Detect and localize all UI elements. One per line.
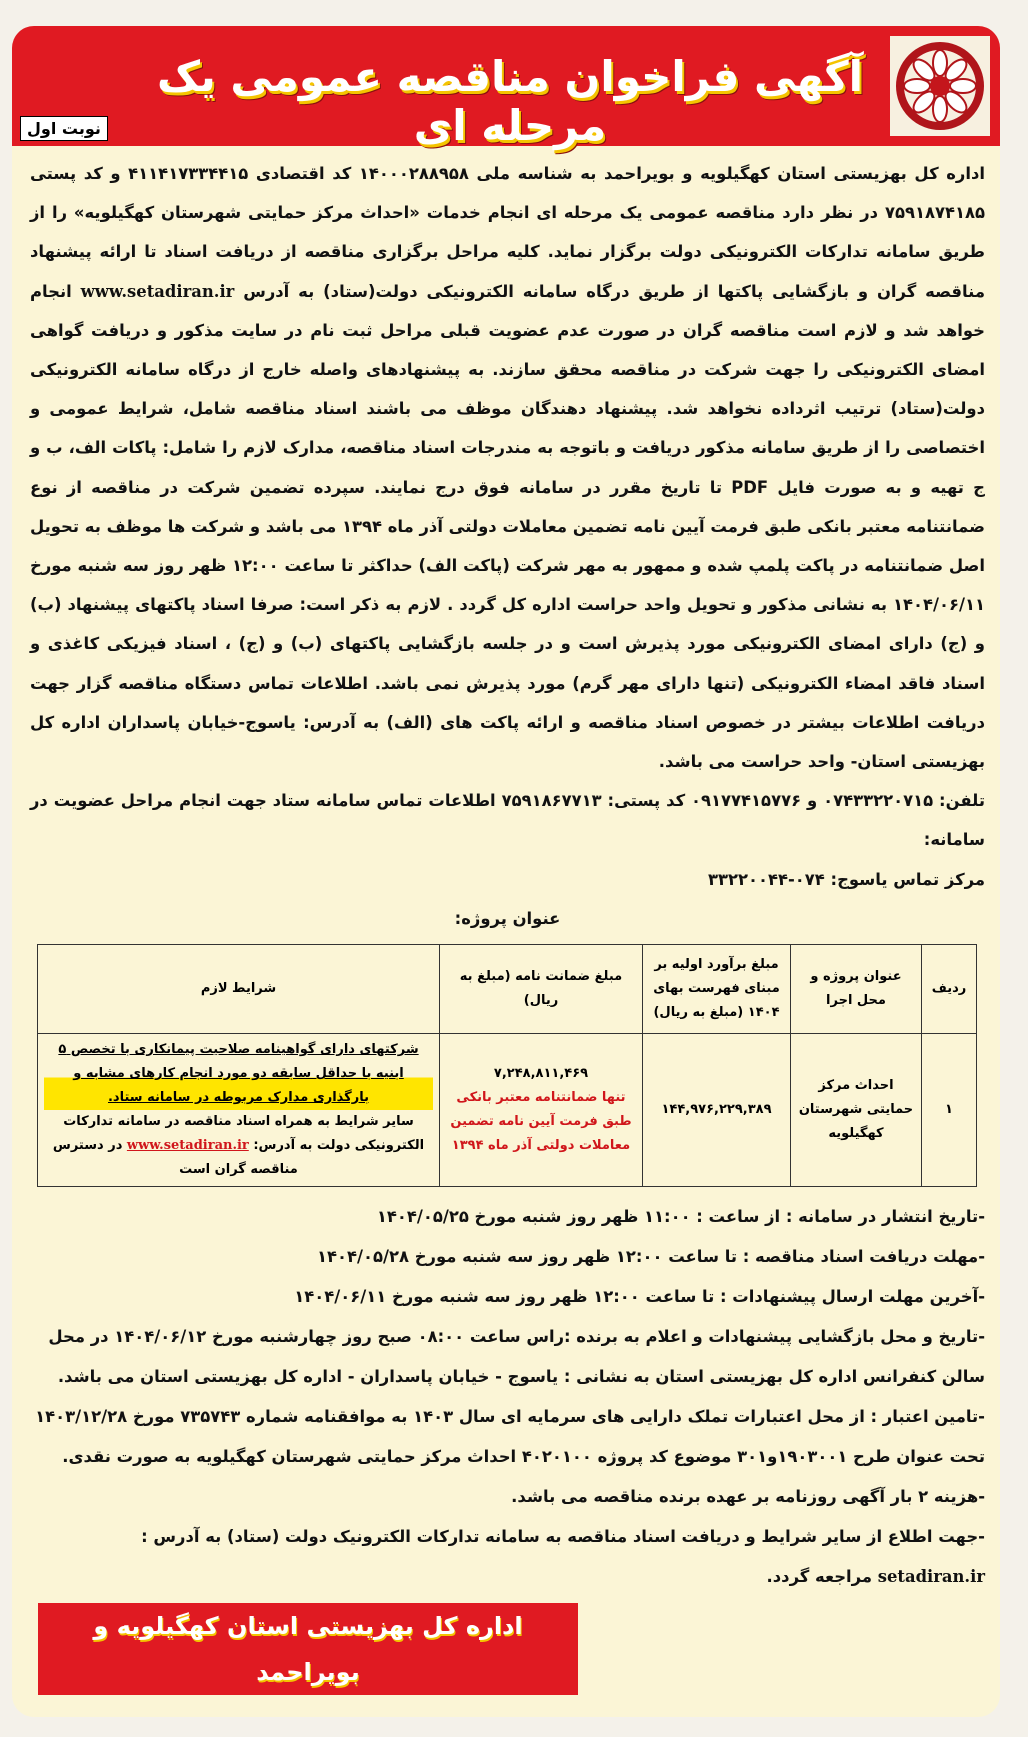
- footer-banner: اداره کل بهزیستی استان کهگیلویه و بویراحمد: [38, 1603, 578, 1695]
- ad-body: [30, 154, 985, 938]
- col-guarantee: مبلغ ضمانت نامه (مبلغ به ریال): [440, 945, 643, 1034]
- col-estimate: مبلغ برآورد اولیه بر مبنای فهرست بهای ۱۴۰۴ (مبلغ به ریال): [643, 945, 791, 1034]
- condition-other: [44, 1110, 433, 1182]
- project-title-label: عنوان پروژه:: [454, 908, 561, 928]
- ad-content: [12, 146, 1000, 1717]
- guarantee-note: تنها ضمانتنامه معتبر بانکی طبق فرمت آیین نامه تضمین معاملات دولتی آذر ماه ۱۳۹۴: [450, 1090, 632, 1154]
- welfare-logo-icon: [890, 36, 990, 136]
- list-item: -تاریخ انتشار در سامانه : از ساعت : ۱۱:۰۰ ظهر روز شنبه مورخ ۱۴۰۴/۰۵/۲۵: [376, 1207, 985, 1227]
- setadiran-link[interactable]: www.setadiran.ir: [80, 281, 235, 301]
- main-paragraph: [30, 154, 985, 781]
- col-index: ردیف: [922, 945, 977, 1034]
- setadiran-link[interactable]: www.setadiran.ir: [126, 1138, 249, 1154]
- list-item: -آخرین مهلت ارسال پیشنهادات : تا ساعت ۱۲:۰۰ ظهر روز سه شنبه مورخ ۱۴۰۴/۰۶/۱۱: [294, 1287, 985, 1307]
- condition-text: سایر شرایط به همراه اسناد مناقصه در سامانه تدارکات الکترونیکی دولت به آدرس:: [63, 1114, 425, 1154]
- list-item: [30, 1517, 985, 1597]
- list-item: -تاریخ و محل بازگشایی پیشنهادات و اعلام به برنده :راس ساعت ۰۸:۰۰ صبح روز چهارشنبه مورخ ۱۴۰۴/۰۶/۱۲ در محل سالن کنفرانس اداره کل بهزیستی استان به نشانی : یاسوج - خیابان پاسداران - اداره کل بهزیستی استان می باشد.: [48, 1327, 985, 1387]
- condition-certificate: شرکتهای دارای گواهینامه صلاحیت پیمانکاری با تخصص ۵ ابنیه با حداقل سابقه دو مورد انجام کارهای مشابه و بارگذاری مدارک مربوطه در سامانه ستاد.: [44, 1038, 433, 1110]
- condition-text: در دسترس مناقصه گران است: [52, 1138, 298, 1178]
- list-item: -مهلت دریافت اسناد مناقصه : تا ساعت ۱۲:۰۰ ظهر روز سه شنبه مورخ ۱۴۰۴/۰۵/۲۸: [316, 1247, 985, 1267]
- guarantee-amount: ۷,۲۴۸,۸۱۱,۴۶۹: [493, 1066, 589, 1082]
- row-conditions: [38, 1034, 440, 1187]
- ad-title: آگهی فراخوان مناقصه عمومی یک مرحله ای: [156, 52, 864, 150]
- phone-info: تلفن: ۰۷۴۳۳۲۲۰۷۱۵ و ۰۹۱۷۷۴۱۵۷۷۶ کد پستی: ۷۵۹۱۸۶۷۷۱۳ اطلاعات تماس سامانه ستاد جهت انجام مراحل عضویت در سامانه:: [30, 791, 985, 850]
- round-badge: نوبت اول: [20, 116, 108, 141]
- project-table: [37, 944, 977, 1187]
- list-item: -هزینه ۲ بار آگهی روزنامه بر عهده برنده مناقصه می باشد.: [511, 1487, 985, 1507]
- col-title: عنوان پروژه و محل اجرا: [791, 945, 922, 1034]
- tender-advertisement: [12, 26, 1000, 1717]
- row-title: احداث مرکز حمایتی شهرستان کهگیلویه: [791, 1034, 922, 1187]
- setadiran-link[interactable]: setadiran.ir: [877, 1567, 985, 1587]
- call-center: مرکز تماس یاسوج: ۰۷۴-۳۳۲۲۰۰۴۴: [707, 869, 985, 889]
- schedule-list: [30, 1197, 985, 1597]
- table-header-row: [38, 945, 977, 1034]
- row-index: ۱: [922, 1034, 977, 1187]
- row-guarantee: [440, 1034, 643, 1187]
- row-estimate: ۱۴۴,۹۷۶,۲۲۹,۳۸۹: [643, 1034, 791, 1187]
- list-text: مراجعه گردد.: [766, 1567, 872, 1587]
- paragraph-part: انجام خواهد شد و لازم است مناقصه گران در صورت عدم عضویت قبلی مراحل ثبت نام در سایت مذکور و دریافت گواهی امضای الکترونیکی را جهت شرکت در مناقصه محقق سازند. به پیشنهادهای واصله خارج از درگاه سامانه الکترونیکی دولت(ستاد) ترتیب اثرداده نخواهد شد. پیشنهاد دهندگان موظف می باشند اسناد مناقصه شامل، شرایط عمومی و اختصاصی را از طریق سامانه مذکور دریافت و باتوجه به مندرجات اسناد مناقصه، مدارک لازم را شامل: پاکات الف، ب و ج تهیه و به صورت فایل PDF تا تاریخ مقرر در سامانه فوق درج نمایند. سپرده تضمین شرکت در مناقصه از نوع ضمانتنامه معتبر بانکی طبق فرمت آیین نامه تضمین معاملات دولتی آذر ماه ۱۳۹۴ می باشد و شرکت ها موظف به تحویل اصل ضمانتنامه در پاکت پلمپ شده و ممهور به مهر شرکت (پاکت الف) حداکثر تا ساعت ۱۲:۰۰ ظهر روز سه شنبه مورخ ۱۴۰۴/۰۶/۱۱ به نشانی مذکور و تحویل واحد حراست اداره کل گردد . لازم به ذکر است: صرفا اسناد پاکتهای پیشنهاد (ب) و (ج) دارای امضای الکترونیکی مورد پذیرش است و در جلسه بازگشایی پاکتهای (ب) و (ج) ، اسناد فیزیکی کاغذی و اسناد فاقد امضاء الکترونیکی (تنها دارای مهر گرم) مورد پذیرش نمی باشد. اطلاعات تماس دستگاه مناقصه گزار جهت دریافت اطلاعات بیشتر در خصوص اسناد مناقصه و ارائه پاکت های (الف) به آدرس: یاسوج-خیابان پاسداران اداره کل بهزیستی استان- واحد حراست می باشد.: [30, 281, 986, 772]
- col-conditions: شرایط لازم: [38, 945, 440, 1034]
- list-text: -جهت اطلاع از سایر شرایط و دریافت اسناد مناقصه به سامانه تدارکات الکترونیک دولت (ستاد) به آدرس :: [141, 1527, 985, 1547]
- table-row: [38, 1034, 977, 1187]
- list-item: -تامین اعتبار : از محل اعتبارات تملک دارایی های سرمایه ای سال ۱۴۰۳ به موافقنامه شماره ۷۳۵۷۴۳ مورخ ۱۴۰۳/۱۲/۲۸ تحت عنوان طرح ۱۹۰۳۰۰۱و۳۰۱ موضوع کد پروژه ۴۰۲۰۱۰۰ احداث مرکز حمایتی شهرستان کهگیلویه به صورت نقدی.: [35, 1407, 985, 1467]
- paragraph-part: اداره کل بهزیستی استان کهگیلویه و بویراحمد به شناسه ملی ۱۴۰۰۰۲۸۸۹۵۸ کد اقتصادی ۴۱۱۴۱۷۳۳۴۴۱۵ و کد پستی ۷۵۹۱۸۷۴۱۸۵ در نظر دارد مناقصه عمومی یک مرحله ای انجام خدمات «احداث مرکز حمایتی شهرستان کهگیلویه» را از طریق سامانه تدارکات الکترونیکی دولت برگزار نماید. کلیه مراحل برگزاری مناقصه از دریافت اسناد تا ارائه پیشنهاد مناقصه گران و بازگشایی پاکتها از طریق درگاه سامانه الکترونیکی دولت(ستاد) به آدرس: [30, 164, 985, 301]
- header-banner: [12, 26, 1000, 150]
